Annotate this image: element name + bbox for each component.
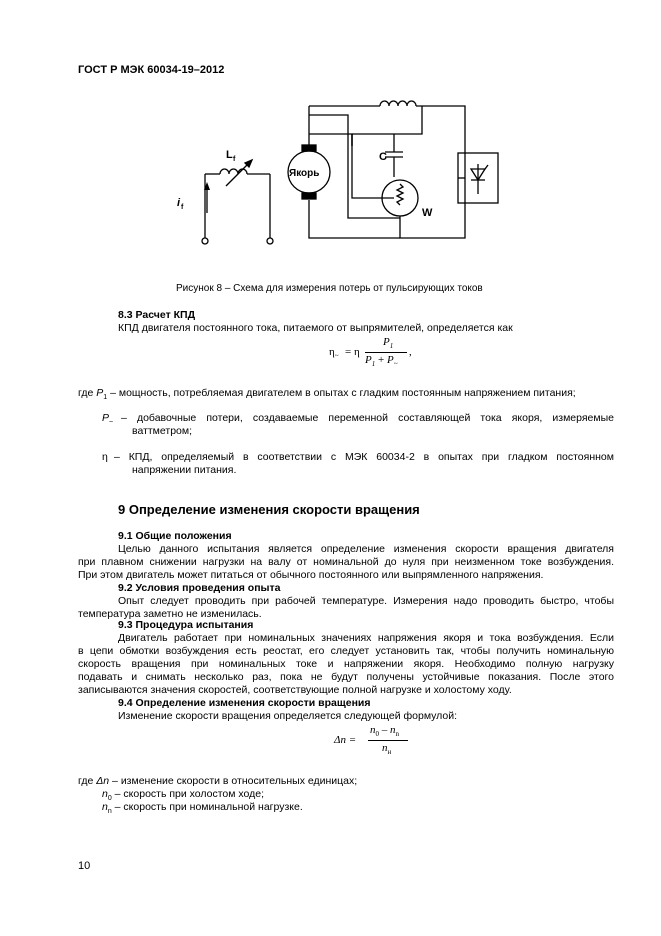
- s92-line: температура заметно не изменилась.: [78, 608, 262, 620]
- capacitor-label: C: [379, 151, 387, 163]
- section-8-3-intro: КПД двигателя постоянного тока, питаемого от выпрямителей, определяется как: [118, 322, 513, 334]
- section-9-4-intro: Изменение скорости вращения определяется следующей формулой:: [118, 710, 458, 722]
- current-label: i: [177, 197, 181, 209]
- s93-line: в цепи обмотки возбуждения есть реостат, его следует установить так, чтобы получить номинальную: [78, 645, 614, 657]
- s91-line: Целью данного испытания является определение изменения скорости вращения двигателя: [118, 543, 614, 555]
- section-9-4-title: 9.4 Определение изменения скорости вращения: [118, 697, 371, 709]
- section-9-title: 9 Определение изменения скорости вращения: [118, 502, 420, 517]
- def-eta-symbol: η: [102, 451, 108, 463]
- wattmeter-label: W: [422, 207, 433, 219]
- s92-line: Опыт следует проводить при рабочей температуре. Измерения надо проводить быстро, чтобы: [118, 595, 614, 607]
- where-delta-n: где Δn – изменение скорости в относительных единицах;: [78, 775, 358, 787]
- s93-line: Двигатель работает при номинальных значениях напряжения якоря и тока возбуждения. Если: [118, 632, 614, 644]
- s91-line: при плавном снижении нагрузки на валу от номинальной до нуля при неизменном токе возбуждения.: [78, 556, 614, 568]
- document-code: ГОСТ Р МЭК 60034-19–2012: [78, 64, 225, 76]
- speed-change-formula: Δn = $n_0 - n_n$ $n_н$: [334, 724, 424, 764]
- section-9-1-title: 9.1 Общие положения: [118, 530, 232, 542]
- where-n0: $n_0$ – скорость при холостом ходе;: [102, 788, 265, 803]
- page-number: 10: [78, 860, 91, 872]
- section-9-2-title: 9.2 Условия проведения опыта: [118, 582, 281, 594]
- s93-line: записываются значения скоростей, соответствующие полной нагрузке и холостому ходу.: [78, 684, 512, 696]
- s91-line: При этом двигатель может питаться от обычного постоянного или выпрямленного напряжения.: [78, 569, 544, 581]
- where-p1: где $P_1$ – мощность, потребляемая двигателем в опытах с гладким постоянным напряжением питания;: [78, 387, 576, 402]
- def-eta-line2: напряжении питания.: [132, 464, 237, 476]
- current-sub: f: [181, 204, 184, 211]
- s93-line: скорость вращения при номинальных токе и напряжении якоря. Необходимо полную нагрузку: [78, 658, 614, 670]
- section-8-3-title: 8.3 Расчет КПД: [118, 309, 196, 321]
- figure-caption: Рисунок 8 – Схема для измерения потерь от пульсирующих токов: [176, 283, 483, 294]
- circuit-diagram: [160, 88, 520, 258]
- def-eta-line1: – КПД, определяемый в соответствии с МЭК 60034-2 в опытах при гладком постоянном: [114, 451, 614, 463]
- armature-label: Якорь: [289, 168, 320, 179]
- inductor-sub: f: [233, 156, 236, 163]
- efficiency-formula: $\eta_\sim$ = η $P_1$ $P_1 + P_\sim$ ,: [329, 336, 412, 369]
- s93-line: подавать и снимать несколько раз, пока не будут получены устойчивые показания. После этого: [78, 671, 614, 683]
- def-p-line1: – добавочные потери, создаваемые переменной составляющей тока якоря, измеряемые: [121, 412, 614, 424]
- inductor-label: L: [226, 149, 233, 161]
- def-p-symbol: $P_\sim$: [102, 412, 114, 427]
- def-p-line2: ваттметром;: [132, 425, 193, 437]
- section-9-3-title: 9.3 Процедура испытания: [118, 619, 254, 631]
- where-nn: $n_n$ – скорость при номинальной нагрузке.: [102, 801, 303, 816]
